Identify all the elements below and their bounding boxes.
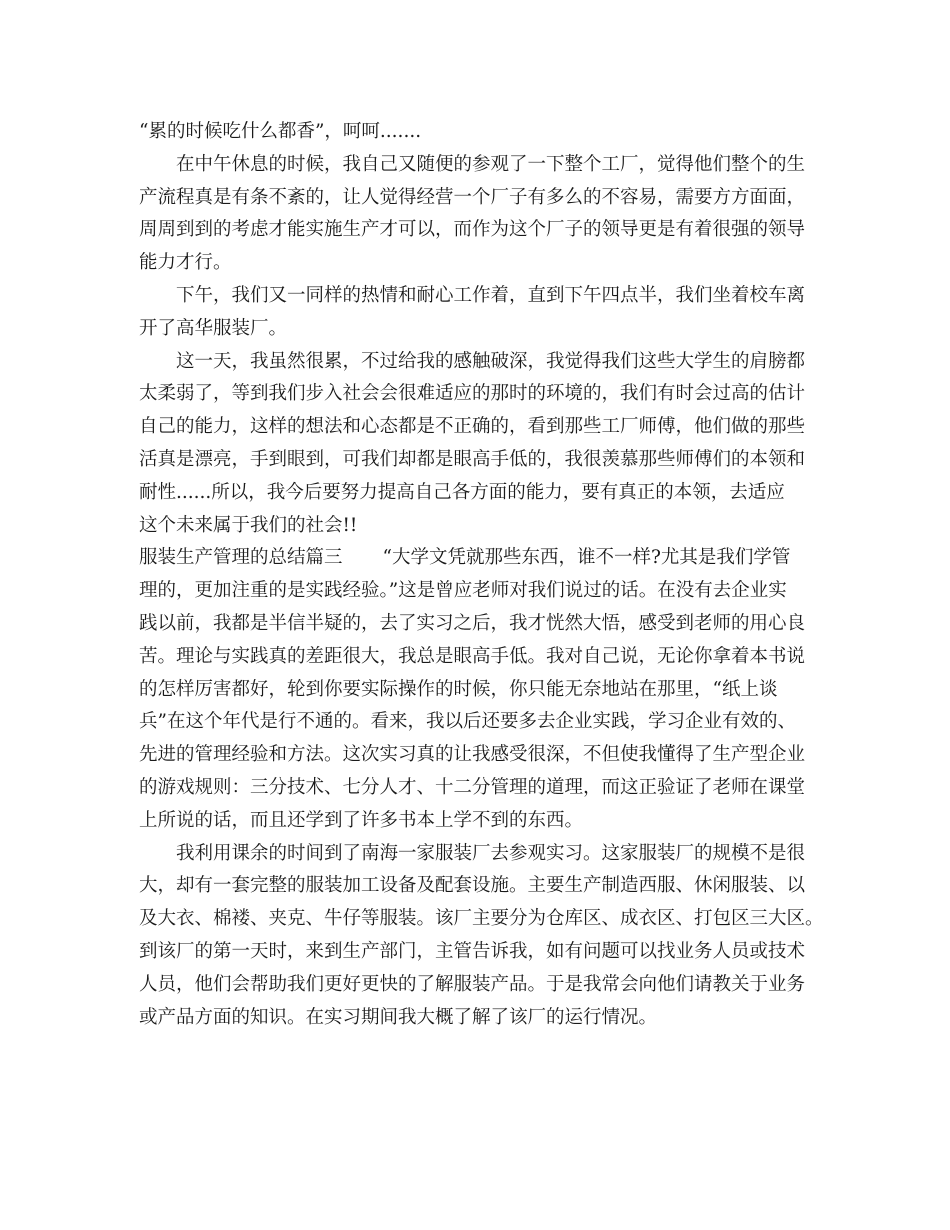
- text-line: 兵”在这个年代是行不通的。看来，我以后还要多去企业实践，学习企业有效的、: [139, 711, 796, 733]
- text-line: 活真是漂亮，手到眼到，可我们却都是眼高手低的，我很羡慕那些师傅们的本领和: [139, 448, 806, 470]
- text-line: 产流程真是有条不紊的，让人觉得经营一个厂子有多么的不容易，需要方方面面，: [139, 186, 806, 208]
- text-line: 能力才行。: [139, 252, 232, 274]
- text-line: 人员，他们会帮助我们更好更快的了解服装产品。于是我常会向他们请教关于业务: [139, 973, 806, 995]
- paragraph-start-line: 下午，我们又一同样的热情和耐心工作着，直到下午四点半，我们坐着校车离: [176, 284, 806, 306]
- section-heading-line: [139, 542, 829, 575]
- section-title: 服装生产管理的总结篇三: [139, 547, 343, 569]
- text-line: 上所说的话，而且还学到了许多书本上学不到的东西。: [139, 809, 584, 831]
- text-line: 理的，更加注重的是实践经验。”这是曾应老师对我们说过的话。在没有去企业实: [139, 580, 787, 602]
- text-line: 耐性......所以，我今后要努力提高自己各方面的能力，要有真正的本领，去适应: [139, 481, 785, 503]
- text-line: 太柔弱了，等到我们步入社会会很难适应的那时的环境的，我们有时会过高的估计: [139, 383, 806, 405]
- text-line: 苦。理论与实践真的差距很大，我总是眼高手低。我对自己说，无论你拿着本书说: [139, 645, 806, 667]
- paragraph-start-line: 我利用课余的时间到了南海一家服装厂去参观实习。这家服装厂的规模不是很: [176, 842, 806, 864]
- text-line: 到该厂的第一天时，来到生产部门，主管告诉我，如有问题可以找业务人员或技术: [139, 940, 806, 962]
- paragraph-start-line: 这一天，我虽然很累，不过给我的感触破深，我觉得我们这些大学生的肩膀都: [176, 350, 806, 372]
- section-first-sentence: “大学文凭就那些东西，谁不一样?尤其是我们学管: [382, 547, 791, 569]
- text-line: 及大衣、棉褛、夹克、牛仔等服装。该厂主要分为仓库区、成衣区、打包区三大区。: [139, 908, 824, 930]
- text-line: 周周到到的考虑才能实施生产才可以，而作为这个厂子的领导更是有着很强的领导: [139, 219, 806, 241]
- text-line: 的怎样厉害都好，轮到你要实际操作的时候，你只能无奈地站在那里，“纸上谈: [139, 678, 778, 700]
- text-line: 先进的管理经验和方法。这次实习真的让我感受很深，不但使我懂得了生产型企业: [139, 744, 806, 766]
- text-line: 大，却有一套完整的服装加工设备及配套设施。主要生产制造西服、休闲服装、以: [139, 875, 806, 897]
- text-line: “累的时候吃什么都香”，呵呵.......: [139, 121, 422, 142]
- paragraph-start-line: 在中午休息的时候，我自己又随便的参观了一下整个工厂，觉得他们整个的生: [176, 153, 806, 175]
- text-line: 这个未来属于我们的社会!!: [139, 514, 358, 536]
- text-line: 的游戏规则：三分技术、七分人才、十二分管理的道理，而这正验证了老师在课堂: [139, 776, 806, 798]
- text-line: 践以前，我都是半信半疑的，去了实习之后，我才恍然大悟，感受到老师的用心良: [139, 612, 806, 634]
- document-page: [139, 116, 829, 1034]
- text-line: 或产品方面的知识。在实习期间我大概了解了该厂的运行情况。: [139, 1006, 658, 1028]
- text-line: 开了高华服装厂。: [139, 317, 288, 339]
- text-line: 自己的能力，这样的想法和心态都是不正确的，看到那些工厂师傅，他们做的那些: [139, 416, 806, 438]
